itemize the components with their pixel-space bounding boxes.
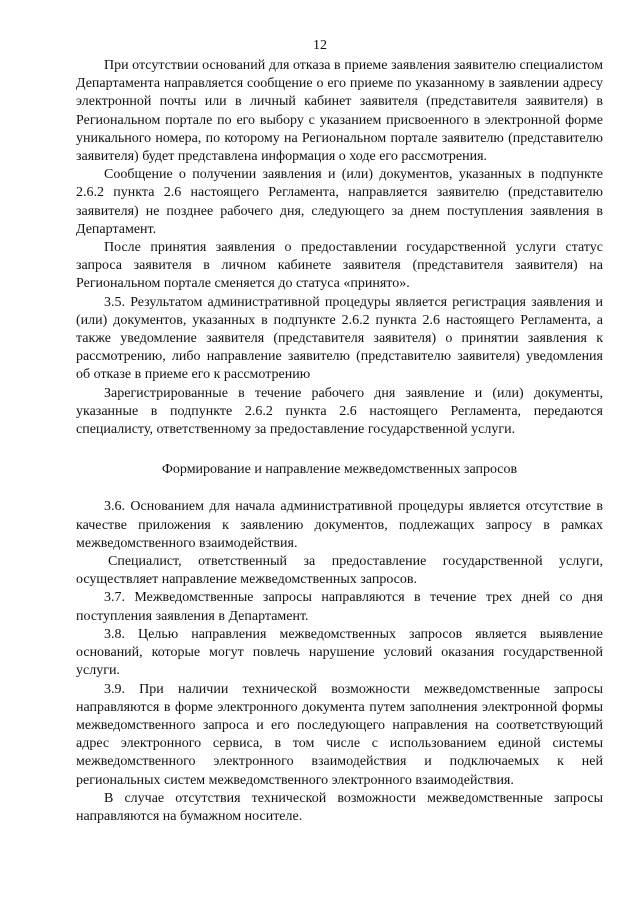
paragraph-reception-notice: При отсутствии оснований для отказа в приеме заявления заявителю специалистом Департамента направляется сообщение о его приеме по указанному в заявлении адресу электронной почты или в личный кабинет заявителя (представителя заявителя) в Региональном портале по его выбору с указанием присвоенного в электронной форме уникального номера, по которому на Региональном портале заявителю (представителю заявителя) будет представлена информация о ходе его рассмотрения.	[76, 58, 603, 165]
paragraph-paper-carrier: В случае отсутствия технической возможности межведомственные запросы направляются на бумажном носителе.	[76, 790, 603, 824]
paragraph-specialist-requests: Специалист, ответственный за предоставление государственной услуги, осуществляет направление межведомственных запросов.	[76, 554, 603, 588]
paragraph-3-9: 3.9. При наличии технической возможности межведомственные запросы направляются в форме электронного документа путем заполнения электронной формы межведомственного запроса и его последующего направления на соответствующий адрес электронного сервиса, в том числе с использованием единой системы межведомственного электронного взаимодействия и подключаемых к ней региональных систем межведомственного электронного взаимодействия.	[76, 681, 603, 788]
document-body	[76, 57, 603, 826]
paragraph-3-7: 3.7. Межведомственные запросы направляются в течение трех дней со дня поступления заявления в Департамент.	[76, 590, 603, 624]
section-heading: Формирование и направление межведомственных запросов	[161, 462, 518, 478]
paragraph-3-6: 3.6. Основанием для начала административной процедуры является отсутствие в качестве приложения к заявлению документов, подлежащих запросу в рамках межведомственного взаимодействия.	[76, 499, 603, 551]
paragraph-3-8: 3.8. Целью направления межведомственных запросов является выявление оснований, которые могут повлечь нарушение условий оказания государственной услуги.	[76, 626, 603, 679]
paragraph-status-change: После принятия заявления о предоставлении государственной услуги статус запроса заявителя в личном кабинете заявителя (представителя заявителя) на Региональном портале сменяется до статуса «принято».	[76, 240, 603, 292]
paragraph-3-5: 3.5. Результатом административной процедуры является регистрация заявления и (или) документов, указанных в подпункте 2.6.2 пункта 2.6 настоящего Регламента, а также уведомление заявителя (представителя заявителя) о принятии заявления к рассмотрению, либо направление заявителю (представителю заявителя) уведомления об отказе в приеме его к рассмотрению	[76, 294, 603, 383]
paragraph-registered-transfer: Зарегистрированные в течение рабочего дня заявление и (или) документы, указанные в подпункте 2.6.2 пункта 2.6 настоящего Регламента, передаются специалисту, ответственному за предоставление государственной услуги.	[76, 385, 603, 438]
page-number: 12	[313, 38, 327, 53]
paragraph-receipt-message: Сообщение о получении заявления и (или) документов, указанных в подпункте 2.6.2 пункта 2.6 настоящего Регламента, направляется заявителю (представителю заявителя) не позднее рабочего дня, следующего за днем поступления заявления в Департамент.	[76, 167, 603, 237]
